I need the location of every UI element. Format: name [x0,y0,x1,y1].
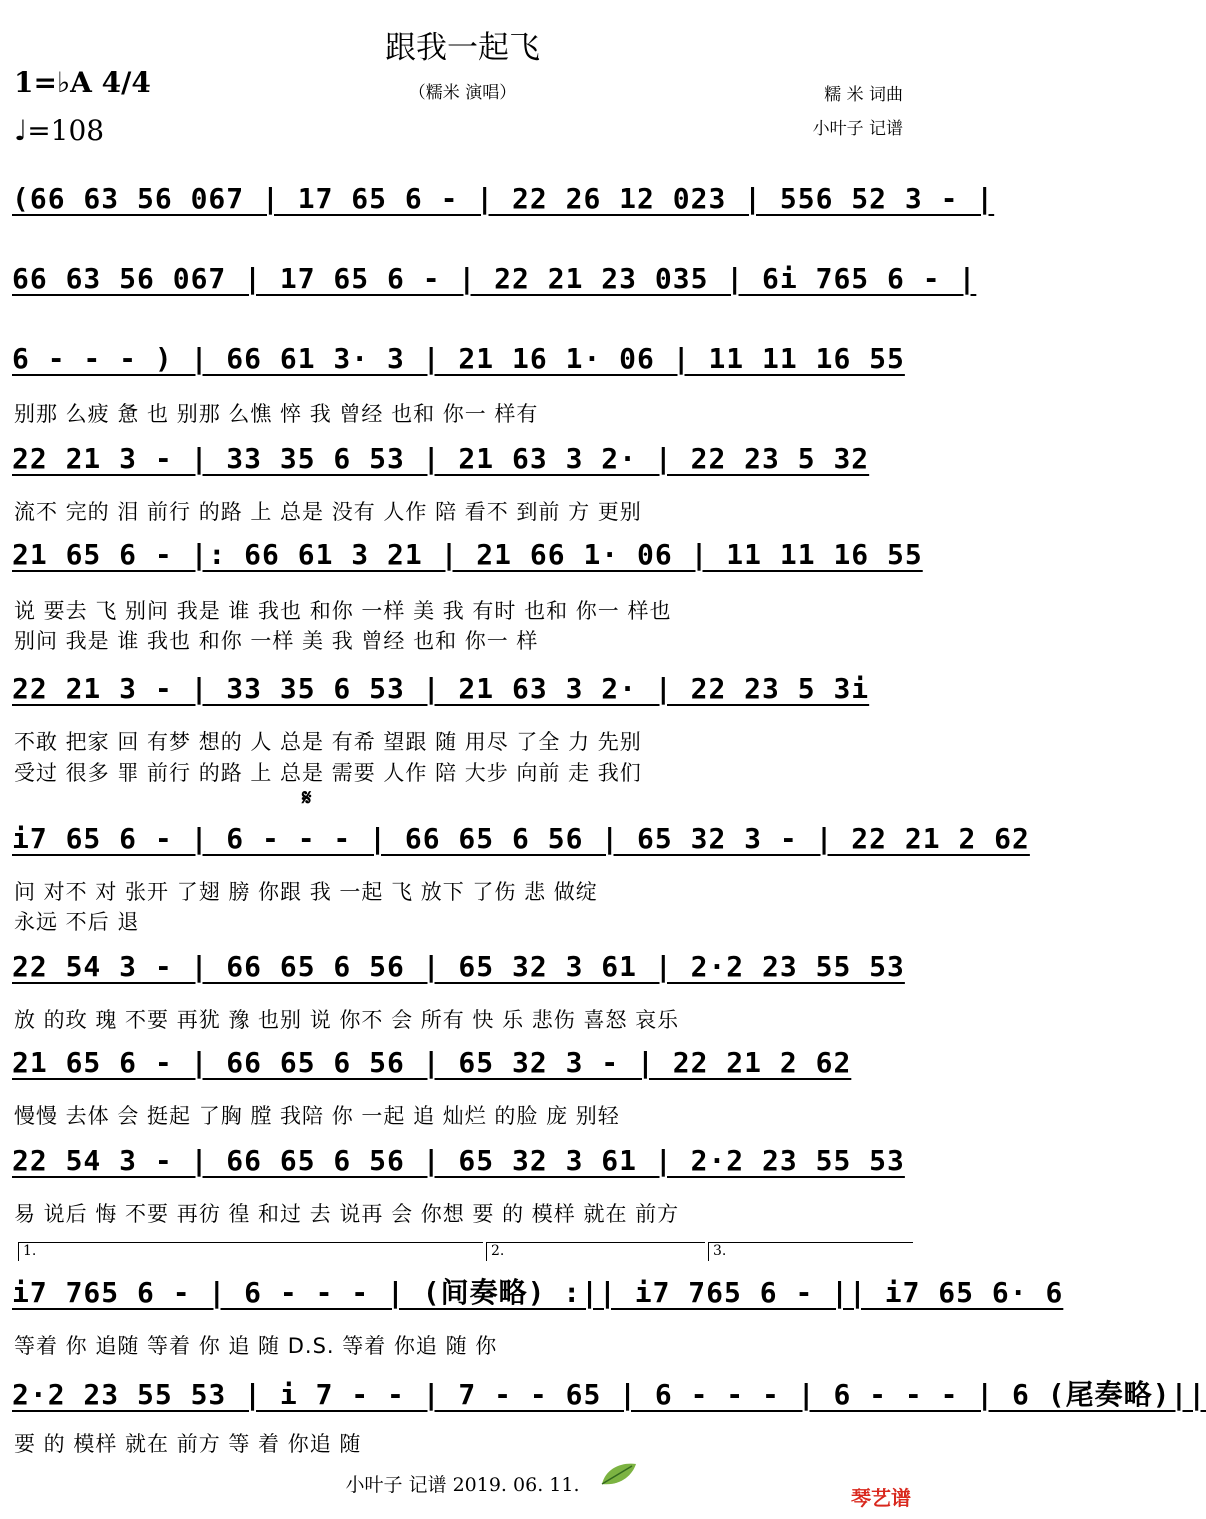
score-row [12,532,923,578]
notation-line: i7 765 6 - | 6 - - - | (间奏略) :|| i7 765 6 - || i7 65 6· 6 [12,1276,1064,1309]
lyric-line: 永远 不后 退 [14,910,140,934]
volta-bracket-3 [708,1242,913,1261]
lyric-line: 放 的玫 瑰 不要 再犹 豫 也别 说 你不 会 所有 快 乐 悲伤 喜怒 哀乐 [14,1008,680,1032]
volta-label: 1. [23,1243,37,1259]
notation-line: 22 54 3 - | 66 65 6 56 | 65 32 3 61 | 2·2 23 55 53 [12,950,905,983]
footer-transcription-note: 小叶子 记谱 2019. 06. 11. [345,1474,580,1496]
volta-label: 2. [491,1243,505,1259]
notation-line: 22 21 3 - | 33 35 6 53 | 21 63 3 2· | 22 23 5 32 [12,442,870,475]
score-row [12,436,914,482]
brand-logo: 琴艺谱 [851,1486,911,1510]
score-row [12,1040,914,1086]
score-row [12,256,977,302]
notation-line: 66 63 56 067 | 17 65 6 - | 22 21 23 035 | 6i 765 6 - | [12,262,977,295]
notation-line: 21 65 6 - | 66 65 6 56 | 65 32 3 - | 22 21 2 62 [12,1046,852,1079]
leaf-icon [598,1460,638,1488]
transcriber-credit: 小叶子 记谱 [812,119,903,139]
singer-subtitle: （糯米 演唱） [408,83,517,103]
lyric-line: 慢慢 去体 会 挺起 了胸 膛 我陪 你 一起 追 灿烂 的脸 庞 别轻 [14,1104,620,1128]
notation-line: i7 65 6 - | 6 - - - | 66 65 6 56 | 65 32 3 - | 22 21 2 62 [12,822,1030,855]
notation-line: 22 21 3 - | 33 35 6 53 | 21 63 3 2· | 22 23 5 3i [12,672,870,705]
key-signature: 1=♭A 4/4 [14,66,151,99]
lyric-line: 等着 你 追随 等着 你 追 随 D.S. 等着 你追 随 你 [14,1334,498,1358]
lyric-line: 问 对不 对 张开 了翅 膀 你跟 我 一起 飞 放下 了伤 悲 做绽 [14,880,598,904]
lyricist-composer-credit: 糯 米 词曲 [824,85,903,105]
volta-label: 3. [713,1243,727,1259]
score-row [12,1138,914,1184]
lyric-line: 易 说后 悔 不要 再彷 徨 和过 去 说再 会 你想 要 的 模样 就在 前方 [14,1202,680,1226]
lyric-line: 别那 么疲 惫 也 别那 么憔 悴 我 曾经 也和 你一 样有 [14,402,539,426]
lyric-line: 要 的 模样 就在 前方 等 着 你追 随 [14,1432,362,1456]
score-row [12,176,995,222]
tempo-marking: ♩=108 [14,114,105,147]
lyric-line: 受过 很多 罪 前行 的路 上 总是 需要 人作 陪 大步 向前 走 我们 [14,761,642,785]
lyric-line: 别问 我是 谁 我也 和你 一样 美 我 曾经 也和 你一 样 [14,629,539,653]
lyric-line: 不敢 把家 回 有梦 想的 人 总是 有希 望跟 随 用尽 了全 力 先别 [14,730,642,754]
segno-sign: 𝄋 [302,786,312,811]
score-row [12,666,914,712]
score-row [12,336,914,382]
notation-line: 6 - - - ) | 66 61 3· 3 | 21 16 1· 06 | 11 11 16 55 [12,342,905,375]
score-row [12,816,1030,862]
volta-bracket-1 [18,1242,483,1261]
score-row [12,1372,1206,1418]
song-title: 跟我一起飞 [385,30,540,66]
notation-line: 2·2 23 55 53 | i 7 - - | 7 - - 65 | 6 - - - | 6 - - - | 6 (尾奏略)|| [12,1378,1206,1411]
notation-line: 21 65 6 - |: 66 61 3 21 | 21 66 1· 06 | 11 11 16 55 [12,538,923,571]
score-row [12,1270,1064,1316]
notation-line: (66 63 56 067 | 17 65 6 - | 22 26 12 023 | 556 52 3 - | [12,182,995,215]
volta-bracket-2 [486,1242,705,1261]
lyric-line: 流不 完的 泪 前行 的路 上 总是 没有 人作 陪 看不 到前 方 更别 [14,500,642,524]
lyric-line: 说 要去 飞 别问 我是 谁 我也 和你 一样 美 我 有时 也和 你一 样也 [14,599,672,623]
score-row [12,944,914,990]
notation-line: 22 54 3 - | 66 65 6 56 | 65 32 3 61 | 2·2 23 55 53 [12,1144,905,1177]
